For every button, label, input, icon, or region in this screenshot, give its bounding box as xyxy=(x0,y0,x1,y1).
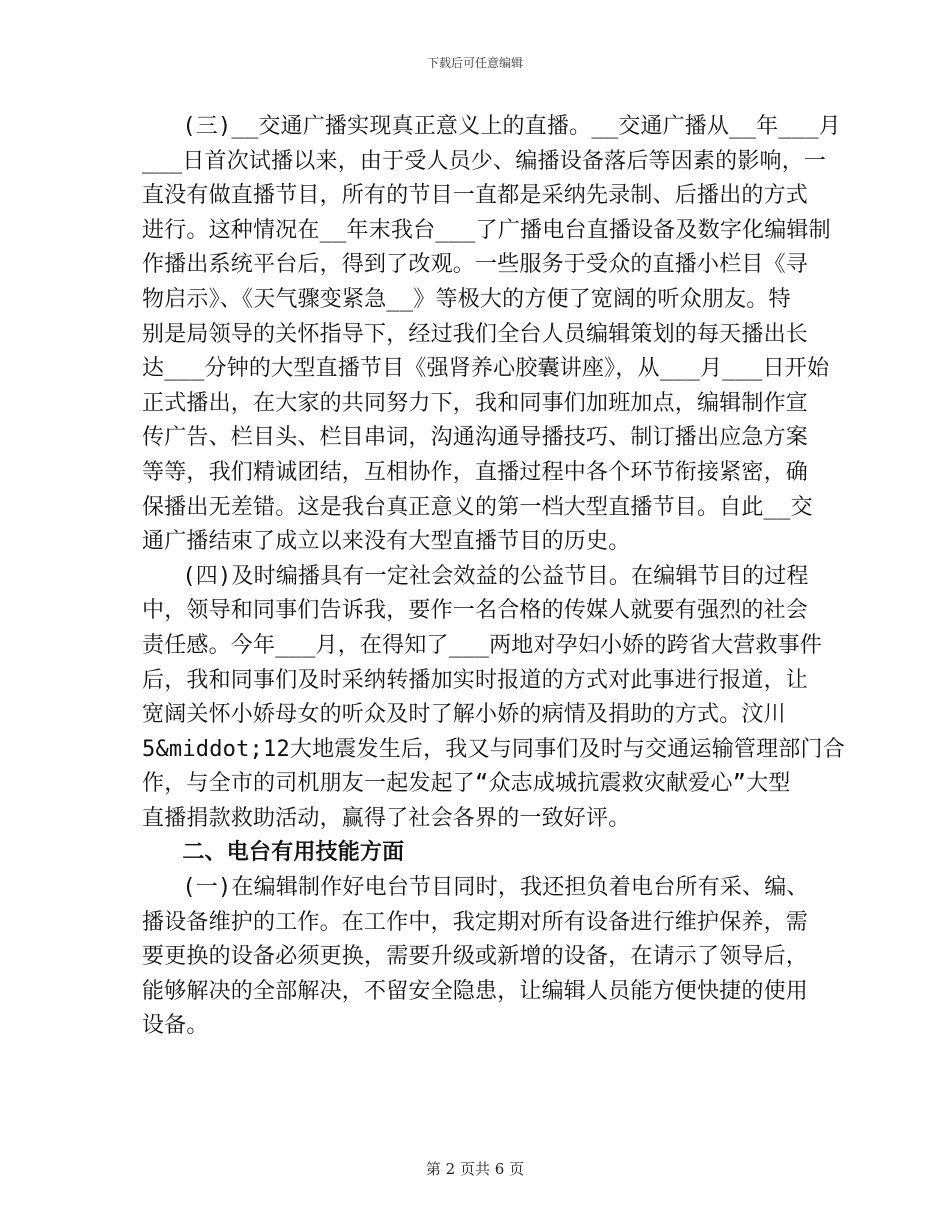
text-line: (三)__交通广播实现真正意义上的直播。__交通广播从__年___月 xyxy=(142,114,841,139)
text-line: 物启示》、《天气骤变紧急__》等极大的方便了宽阔的听众朋友。特 xyxy=(142,286,791,312)
text-line: (一)在编辑制作好电台节目同时，我还担负着电台所有采、编、 xyxy=(142,875,809,901)
text-line: 直没有做直播节目，所有的节目一直都是采纳先录制、后播出的方式 xyxy=(142,183,809,209)
text-line: 作播出系统平台后，得到了改观。一些服务于受众的直播小栏目《寻 xyxy=(142,252,809,278)
text-line: 责任感。今年___月，在得知了___两地对孕妇小娇的跨省大营救事件 xyxy=(142,632,823,658)
text-line: 别是局领导的关怀指导下，经过我们全台人员编辑策划的每天播出长 xyxy=(142,321,809,347)
text-line: 设备。 xyxy=(142,1013,209,1039)
text-line: 等等，我们精诚团结，互相协作，直播过程中各个环节衔接紧密，确 xyxy=(142,459,809,485)
text-line: 作，与全市的司机朋友一起发起了“众志成城抗震救灾献爱心”大型 xyxy=(142,771,791,797)
text-line: 保播出无差错。这是我台真正意义的第一档大型直播节目。自此__交 xyxy=(142,494,813,520)
page-header: 下载后可任意编辑 xyxy=(426,56,523,70)
text-line: 后，我和同事们及时采纳转播加实时报道的方式对此事进行报道，让 xyxy=(142,667,809,693)
text-line: 5&middot;12大地震发生后，我又与同事们及时与交通运输管理部门合 xyxy=(142,736,845,762)
text-line: 正式播出，在大家的共同努力下，我和同事们加班加点，编辑制作宣 xyxy=(142,390,809,416)
text-line: 能够解决的全部解决，不留安全隐患，让编辑人员能方便快捷的使用 xyxy=(142,978,809,1004)
text-line: 宽阔关怀小娇母女的听众及时了解小娇的病情及捐助的方式。汶川 xyxy=(142,702,786,728)
text-line: 中，领导和同事们告诉我，要作一名合格的传媒人就要有强烈的社会 xyxy=(142,598,809,624)
text-line: ___日首次试播以来，由于受人员少、编播设备落后等因素的影响，一 xyxy=(142,148,827,174)
text-line: 传广告、栏目头、栏目串词，沟通沟通导播技巧、制订播出应急方案 xyxy=(142,425,809,451)
text-line: 达___分钟的大型直播节目《强肾养心胶囊讲座》，从___月___日开始 xyxy=(142,356,830,382)
text-line: 进行。这种情况在__年末我台___了广播电台直播设备及数字化编辑制 xyxy=(142,217,831,243)
section-heading: 二、电台有用技能方面 xyxy=(142,840,405,866)
page-footer: 第 2 页共 6 页 xyxy=(425,1160,525,1178)
text-line: 要更换的设备必须更换，需要升级或新增的设备，在请示了领导后， xyxy=(142,944,809,970)
text-line: 直播捐款救助活动，赢得了社会各界的一致好评。 xyxy=(142,805,631,831)
document-body xyxy=(142,110,845,1044)
text-line: 通广播结束了成立以来没有大型直播节目的历史。 xyxy=(142,529,631,555)
text-line: 播设备维护的工作。在工作中，我定期对所有设备进行维护保养，需 xyxy=(142,909,809,935)
text-line: (四)及时编播具有一定社会效益的公益节目。在编辑节目的过程 xyxy=(142,563,809,589)
